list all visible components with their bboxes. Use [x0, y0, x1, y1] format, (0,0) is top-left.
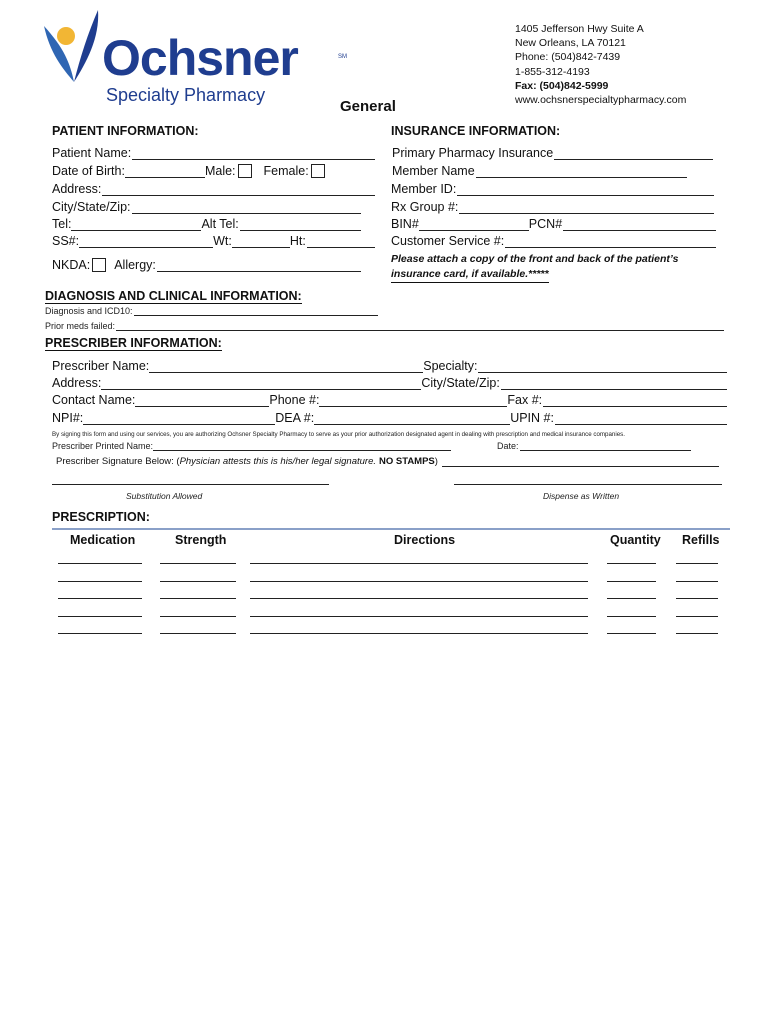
printed-name-label: Prescriber Printed Name:: [52, 441, 154, 451]
printed-name-field[interactable]: [153, 442, 451, 451]
rx-refills-field[interactable]: [676, 598, 718, 599]
dispense-signature-line[interactable]: [454, 484, 722, 485]
ss-field[interactable]: [79, 236, 213, 248]
col-medication: Medication: [70, 533, 136, 547]
contact-name-field[interactable]: [135, 395, 269, 407]
insurance-info-header: INSURANCE INFORMATION:: [391, 124, 561, 138]
ht-label: Ht:: [289, 234, 306, 248]
prescription-header: PRESCRIPTION:: [52, 510, 150, 524]
logo-service-mark: SM: [338, 54, 347, 60]
rx-medication-field[interactable]: [58, 563, 142, 564]
address-tollfree: 1-855-312-4193: [515, 65, 590, 78]
date-label: Date:: [497, 441, 519, 451]
dob-field[interactable]: [125, 166, 205, 178]
prescriber-address-field[interactable]: [101, 378, 421, 390]
npi-label: NPI#:: [52, 411, 84, 425]
patient-tel-row: [52, 217, 362, 231]
nkda-label: NKDA:: [52, 258, 91, 272]
npi-row: [52, 411, 728, 425]
rx-quantity-field[interactable]: [607, 616, 656, 617]
col-strength: Strength: [175, 533, 227, 547]
patient-dob-row: [52, 164, 342, 178]
prescriber-phone-label: Phone #:: [269, 393, 320, 407]
patient-city-label: City/State/Zip:: [52, 200, 131, 214]
nkda-checkbox[interactable]: [92, 258, 106, 272]
prior-meds-label: Prior meds failed:: [45, 321, 116, 331]
tel-field[interactable]: [71, 219, 201, 231]
signature-suffix: ): [434, 456, 438, 467]
signature-italic: Physician attests this is his/her legal signature.: [179, 456, 376, 467]
primary-insurance-field[interactable]: [554, 148, 713, 160]
address-line2: New Orleans, LA 70121: [515, 37, 626, 50]
wt-field[interactable]: [232, 236, 290, 248]
rx-medication-field[interactable]: [58, 616, 142, 617]
address-website: www.ochsnerspecialtypharmacy.com: [515, 94, 687, 107]
rx-directions-field[interactable]: [250, 616, 588, 617]
rx-refills-field[interactable]: [676, 563, 718, 564]
alt-tel-field[interactable]: [240, 219, 361, 231]
rx-medication-field[interactable]: [58, 598, 142, 599]
female-checkbox[interactable]: [311, 164, 325, 178]
rx-quantity-field[interactable]: [607, 581, 656, 582]
authorization-consent: By signing this form and using our services, you are authorizing Ochsner Specialty Pharmacy to serve as your prior authorization designated agent in dealing with prescription and medical insurance companies.: [52, 431, 625, 438]
prescriber-phone-field[interactable]: [319, 395, 507, 407]
rx-strength-field[interactable]: [160, 616, 236, 617]
rx-directions-field[interactable]: [250, 598, 588, 599]
signature-prefix: Prescriber Signature Below: (: [56, 456, 180, 467]
prescriber-address-row: [52, 376, 728, 390]
pharmacy-address: [515, 22, 686, 107]
dob-label: Date of Birth:: [52, 164, 125, 178]
prescriber-name-field[interactable]: [149, 361, 423, 373]
patient-ss-row: [52, 234, 376, 248]
icd-label: Diagnosis and ICD10:: [45, 306, 133, 316]
alt-tel-label: Alt Tel:: [201, 217, 239, 231]
allergy-field[interactable]: [157, 260, 361, 272]
prescriber-city-label: City/State/Zip:: [421, 376, 500, 390]
specialty-field[interactable]: [478, 361, 727, 373]
rx-group-row: [391, 200, 715, 214]
rx-medication-field[interactable]: [58, 581, 142, 582]
form-title: General: [340, 98, 396, 115]
patient-city-field[interactable]: [132, 202, 362, 214]
signature-no-stamps: NO STAMPS: [379, 456, 435, 467]
npi-field[interactable]: [83, 413, 275, 425]
prescription-divider: [52, 528, 730, 530]
dispense-as-written-label: Dispense as Written: [543, 491, 620, 501]
prescriber-name-label: Prescriber Name:: [52, 359, 150, 373]
female-label: Female:: [263, 164, 309, 178]
icd-row: [45, 306, 379, 316]
col-directions: Directions: [394, 533, 456, 547]
rx-quantity-field[interactable]: [607, 563, 656, 564]
patient-allergy-row: [52, 258, 362, 272]
prescriber-address-label: Address:: [52, 376, 102, 390]
rx-strength-field[interactable]: [160, 633, 236, 634]
logo: [40, 8, 360, 108]
insurance-card-note: [391, 252, 678, 283]
rx-strength-field[interactable]: [160, 598, 236, 599]
rx-directions-field[interactable]: [250, 633, 588, 634]
rx-refills-field[interactable]: [676, 616, 718, 617]
customer-service-field[interactable]: [505, 236, 716, 248]
rx-quantity-field[interactable]: [607, 598, 656, 599]
logo-subtitle: Specialty Pharmacy: [106, 85, 266, 105]
wt-label: Wt:: [213, 234, 232, 248]
patient-city-row: [52, 200, 362, 214]
insurance-note-line1: Please attach a copy of the front and back of the patient’s: [391, 253, 679, 265]
prescriber-city-field[interactable]: [501, 378, 727, 390]
male-checkbox[interactable]: [238, 164, 252, 178]
patient-info-header: PATIENT INFORMATION:: [52, 124, 199, 138]
date-field[interactable]: [520, 442, 691, 451]
logo-brand-name: Ochsner: [102, 30, 298, 86]
tel-label: Tel:: [52, 217, 72, 231]
contact-row: [52, 393, 728, 407]
rx-medication-field[interactable]: [58, 633, 142, 634]
prior-meds-row: [45, 321, 725, 331]
primary-insurance-label: Primary Pharmacy Insurance: [392, 146, 554, 160]
patient-address-field[interactable]: [102, 184, 375, 196]
specialty-label: Specialty:: [423, 359, 478, 373]
allergy-label: Allergy:: [114, 258, 156, 272]
rx-group-field[interactable]: [459, 202, 714, 214]
member-id-field[interactable]: [457, 184, 714, 196]
member-name-field[interactable]: [476, 166, 687, 178]
pcn-label: PCN#: [528, 217, 563, 231]
patient-address-row: [52, 182, 376, 196]
prescriber-header: PRESCRIBER INFORMATION:: [45, 336, 222, 350]
rx-strength-field[interactable]: [160, 581, 236, 582]
prior-meds-field[interactable]: [116, 322, 724, 331]
ss-label: SS#:: [52, 234, 80, 248]
dea-field[interactable]: [314, 413, 510, 425]
dea-label: DEA #:: [275, 411, 315, 425]
customer-service-label: Customer Service #:: [391, 234, 505, 248]
patient-name-label: Patient Name:: [52, 146, 132, 160]
patient-name-field[interactable]: [132, 148, 375, 160]
upin-field[interactable]: [555, 413, 727, 425]
rx-quantity-field[interactable]: [607, 633, 656, 634]
member-id-label: Member ID:: [391, 182, 457, 196]
rx-strength-field[interactable]: [160, 563, 236, 564]
primary-insurance-row: [392, 146, 714, 160]
address-line1: 1405 Jefferson Hwy Suite A: [515, 23, 644, 35]
rx-directions-field[interactable]: [250, 563, 588, 564]
address-phone: Phone: (504)842-7439: [515, 51, 621, 64]
prescriber-fax-label: Fax #:: [507, 393, 543, 407]
signature-row: [56, 456, 720, 467]
patient-name-row: [52, 146, 376, 160]
signature-field[interactable]: [442, 457, 719, 467]
member-name-label: Member Name: [392, 164, 475, 178]
contact-name-label: Contact Name:: [52, 393, 136, 407]
address-fax: Fax: (504)842-5999: [515, 79, 609, 92]
diagnosis-header: DIAGNOSIS AND CLINICAL INFORMATION:: [45, 289, 302, 303]
rx-refills-field[interactable]: [676, 581, 718, 582]
col-refills: Refills: [682, 533, 720, 547]
member-id-row: [391, 182, 715, 196]
member-name-row: [392, 164, 688, 178]
bin-label: BIN#: [391, 217, 419, 231]
bin-field[interactable]: [419, 219, 529, 231]
rx-refills-field[interactable]: [676, 633, 718, 634]
insurance-note-line2: insurance card, if available.*****: [391, 267, 549, 283]
rx-directions-field[interactable]: [250, 581, 588, 582]
logo-mark-icon: [40, 8, 110, 88]
upin-label: UPIN #:: [510, 411, 554, 425]
ht-field[interactable]: [307, 236, 375, 248]
col-quantity: Quantity: [610, 533, 661, 547]
prescriber-name-row: [52, 359, 728, 373]
bin-pcn-row: [391, 217, 717, 231]
customer-service-row: [391, 234, 717, 248]
rx-group-label: Rx Group #:: [391, 200, 459, 214]
printed-name-row: [52, 441, 692, 451]
icd-field[interactable]: [134, 307, 378, 316]
substitution-allowed-label: Substitution Allowed: [126, 491, 203, 501]
pcn-field[interactable]: [563, 219, 716, 231]
prescriber-fax-field[interactable]: [543, 395, 727, 407]
male-label: Male:: [204, 164, 236, 178]
patient-address-label: Address:: [52, 182, 102, 196]
substitution-signature-line[interactable]: [52, 484, 329, 485]
